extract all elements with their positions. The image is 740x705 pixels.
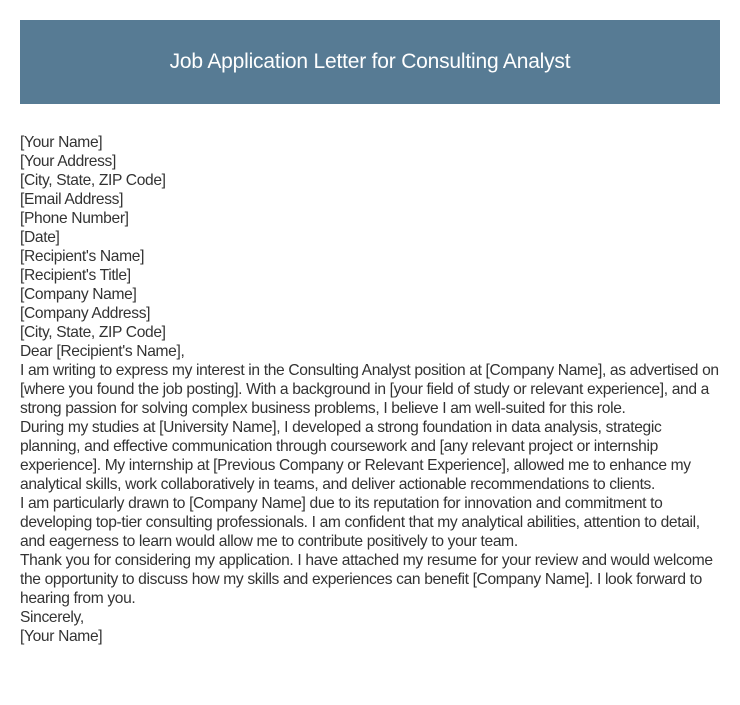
- page-header: [20, 20, 720, 104]
- paragraph-motivation: I am particularly drawn to [Company Name] due to its reputation for innovation and commitment to developing top-tier consulting professionals. I am confident that my analytical abilities, attention to detail, and eagerness to learn would allow me to contribute positively to your team.: [20, 495, 700, 550]
- paragraph-intro: I am writing to express my interest in the Consulting Analyst position at [Company Name], as advertised on [where you found the job posting]. With a background in [your field of study or relevant experience], and a strong passion for solving complex business problems, I believe I am well-suited for this role.: [20, 362, 719, 417]
- letter-body: [20, 133, 724, 646]
- sender-city-state-zip: [City, State, ZIP Code]: [20, 172, 166, 189]
- recipient-city-state-zip: [City, State, ZIP Code]: [20, 324, 166, 341]
- closing: Sincerely,: [20, 609, 84, 626]
- sender-phone: [Phone Number]: [20, 210, 129, 227]
- paragraph-closing: Thank you for considering my application. I have attached my resume for your review and would welcome the opportunity to discuss how my skills and experiences can benefit [Company Name]. I look forward to hearing from you.: [20, 552, 713, 607]
- paragraph-education: During my studies at [University Name], I developed a strong foundation in data analysis, strategic planning, and effective communication through coursework and [any relevant project or internship experience]. My internship at [Previous Company or Relevant Experience], allowed me to enhance my analytical skills, work collaboratively in teams, and deliver actionable recommendations to clients.: [20, 419, 691, 493]
- recipient-company: [Company Name]: [20, 286, 137, 303]
- salutation: Dear [Recipient's Name],: [20, 343, 185, 360]
- page-title: Job Application Letter for Consulting Analyst: [169, 50, 571, 73]
- sender-address: [Your Address]: [20, 153, 116, 170]
- recipient-title: [Recipient's Title]: [20, 267, 131, 284]
- letter-date: [Date]: [20, 229, 60, 246]
- signature: [Your Name]: [20, 628, 103, 645]
- sender-email: [Email Address]: [20, 191, 124, 208]
- recipient-address: [Company Address]: [20, 305, 151, 322]
- sender-name: [Your Name]: [20, 134, 103, 151]
- recipient-name: [Recipient's Name]: [20, 248, 145, 265]
